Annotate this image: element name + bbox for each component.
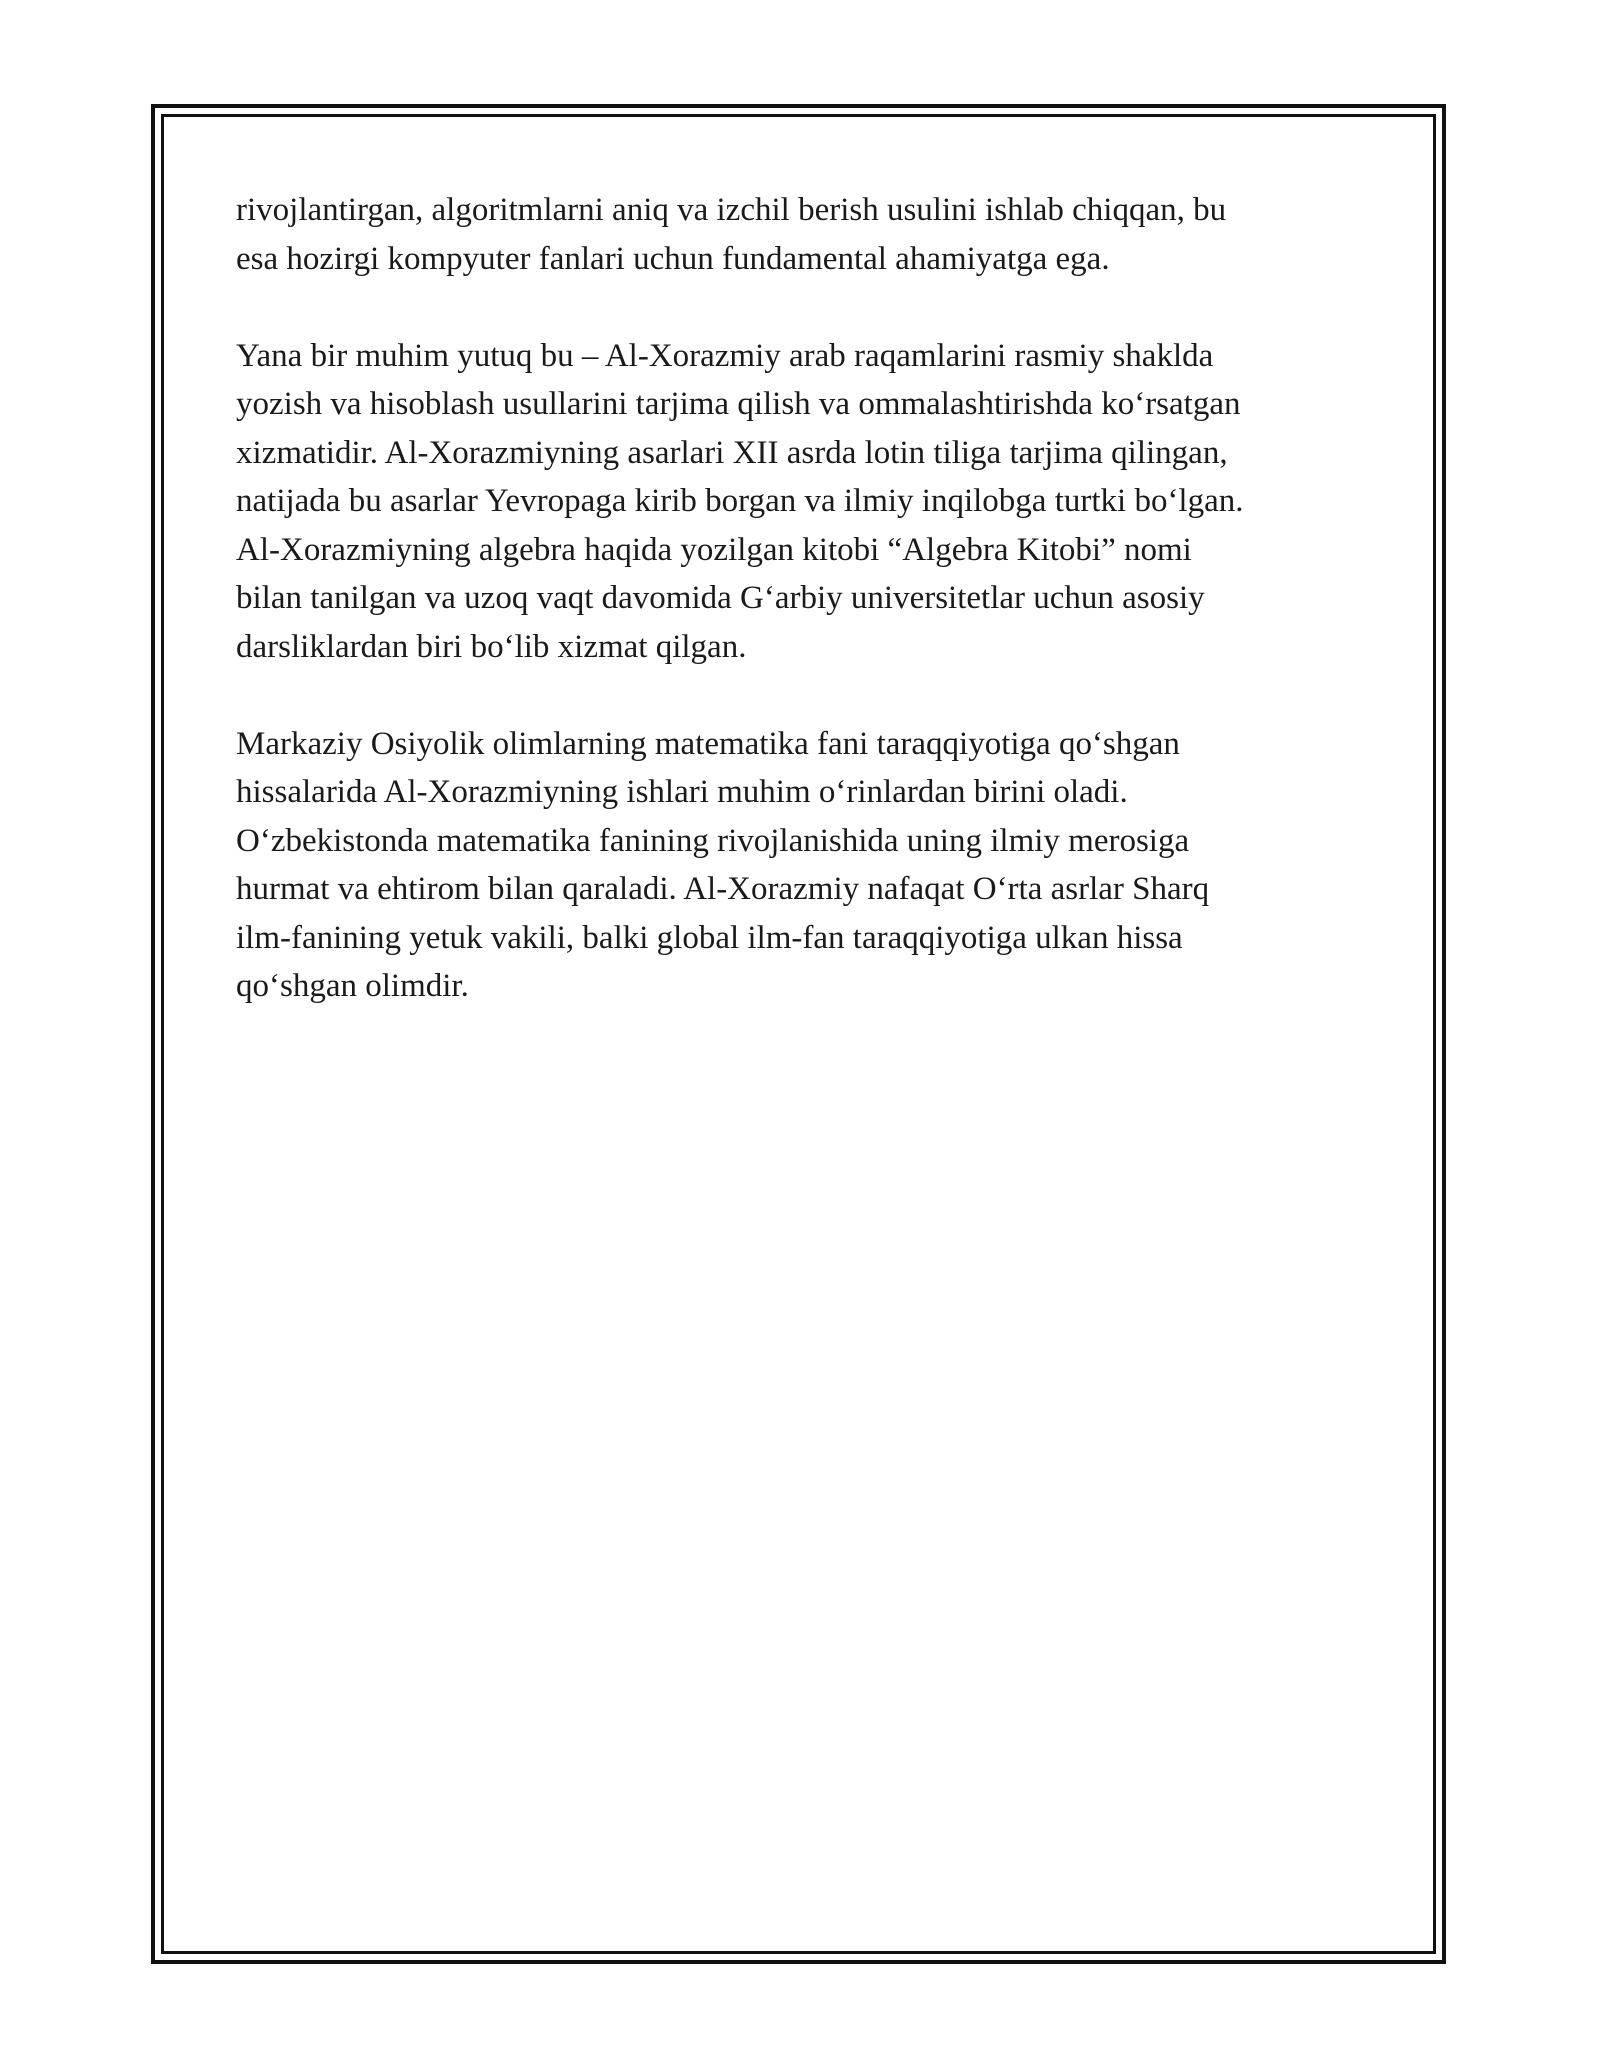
text-line: Yana bir muhim yutuq bu – Al-Xorazmiy arab raqamlarini rasmiy shaklda xyxy=(236,337,1214,374)
text-line: Al-Xorazmiyning algebra haqida yozilgan kitobi “Algebra Kitobi” nomi xyxy=(236,531,1192,568)
text-line: Markaziy Osiyolik olimlarning matematika fani taraqqiyotiga qoʻshgan xyxy=(236,725,1180,762)
paragraph-3 xyxy=(236,720,1366,1011)
text-line: hissalarida Al-Xorazmiyning ishlari muhim oʻrinlardan birini oladi. xyxy=(236,774,1128,810)
text-line: natijada bu asarlar Yevropaga kirib borgan va ilmiy inqilobga turtki boʻlgan. xyxy=(236,483,1244,519)
text-line: Oʻzbekistonda matematika fanining rivojlanishida uning ilmiy merosiga xyxy=(236,822,1190,859)
text-line: yozish va hisoblash usullarini tarjima qilish va ommalashtirishda koʻrsatgan xyxy=(236,386,1241,422)
text-line: darsliklardan biri boʻlib xizmat qilgan. xyxy=(236,628,747,665)
paragraph-1 xyxy=(236,186,1366,283)
text-line: ilm-fanining yetuk vakili, balki global ilm-fan taraqqiyotiga ulkan hissa xyxy=(236,919,1183,956)
text-line: esa hozirgi kompyuter fanlari uchun fundamental ahamiyatga ega. xyxy=(236,240,1110,277)
paragraph-2 xyxy=(236,332,1366,672)
text-line: qoʻshgan olimdir. xyxy=(236,968,469,1004)
text-line: hurmat va ehtirom bilan qaraladi. Al-Xorazmiy nafaqat Oʻrta asrlar Sharq xyxy=(236,871,1210,907)
document-body xyxy=(236,186,1366,1059)
text-line: xizmatidir. Al-Xorazmiyning asarlari XII asrda lotin tiliga tarjima qilingan, xyxy=(236,434,1228,471)
text-line: rivojlantirgan, algoritmlarni aniq va izchil berish usulini ishlab chiqqan, bu xyxy=(236,192,1227,228)
text-line: bilan tanilgan va uzoq vaqt davomida Gʻarbiy universitetlar uchun asosiy xyxy=(236,580,1205,616)
